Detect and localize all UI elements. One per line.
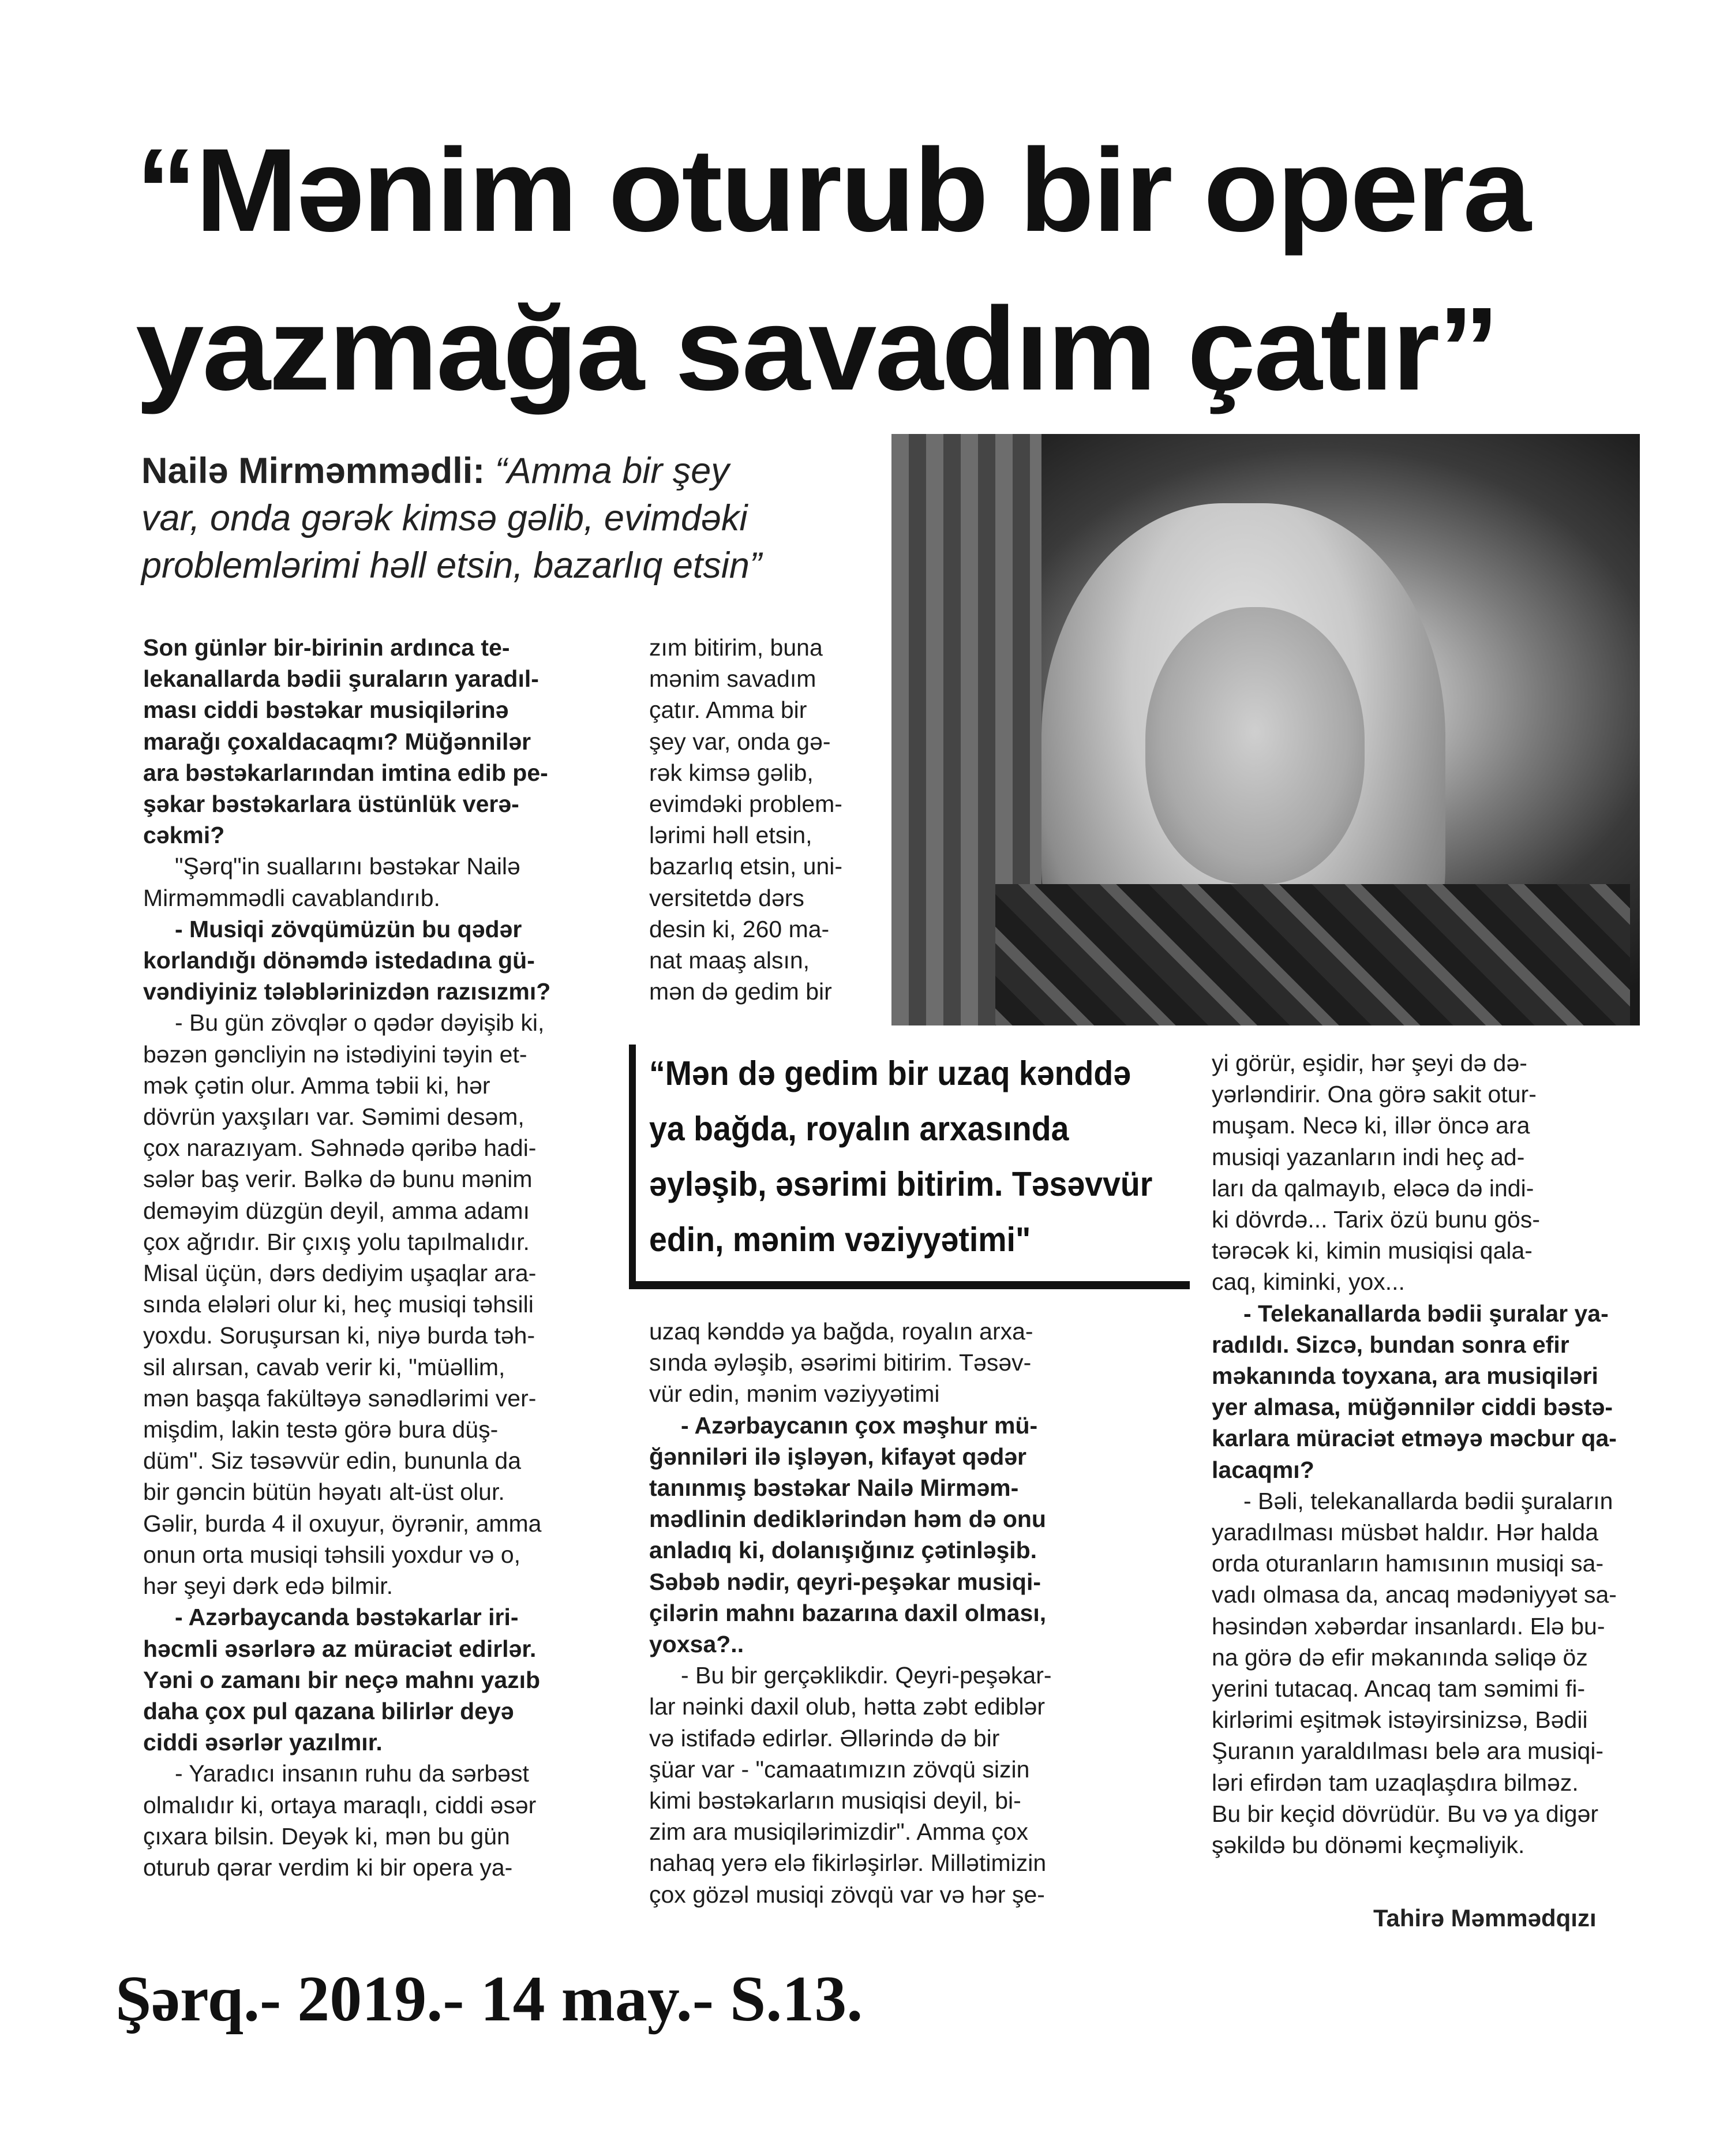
article-text-line: daha çox pul qazana bilirlər deyə	[143, 1697, 514, 1724]
article-text-line: zım bitirim, buna	[649, 634, 823, 661]
article-text-line: şey var, onda gə-	[649, 728, 831, 755]
article-text-line: karlara müraciət etməyə məcbur qa-	[1212, 1425, 1617, 1452]
article-text-line: kirlərimi eşitmək istəyirsinizsə, Bədii	[1212, 1706, 1588, 1734]
article-text-line: cəkmi?	[143, 822, 225, 849]
article-text-line: məkanında toyxana, ara musiqiləri	[1212, 1363, 1598, 1390]
article-text-line: Bu bir keçid dövrüdür. Bu və ya digər	[1212, 1800, 1599, 1827]
article-text-line: mən başqa fakültəyə sənədlərimi ver-	[143, 1384, 537, 1412]
article-text-line: Misal üçün, dərs dediyim uşaqlar ara-	[143, 1260, 537, 1287]
article-text-line: Son günlər bir-birinin ardınca te-	[143, 634, 510, 661]
pull-quote-line: ya bağda, royalın arxasında	[649, 1110, 1069, 1148]
article-text-line: bir gəncin bütün həyatı alt-üst olur.	[143, 1478, 505, 1506]
article-text-line: lacaqmı?	[1212, 1456, 1314, 1483]
article-text-line: şüar var - "camaatımızın zövqü sizin	[649, 1756, 1030, 1783]
article-text-line: yərləndirir. Ona görə sakit otur-	[1212, 1081, 1537, 1108]
article-text-line: ara bəstəkarlarından imtina edib pe-	[143, 759, 548, 786]
portrait-photo	[891, 434, 1640, 1025]
article-text-line: vəndiyiniz tələblərinizdən razısızmı?	[143, 978, 551, 1005]
article-column-2-bottom	[649, 1316, 1140, 1910]
article-text-line: na görə də efir məkanında səliqə öz	[1212, 1644, 1588, 1671]
article-text-line: radıldı. Sizcə, bundan sonra efir	[1212, 1331, 1569, 1358]
article-text-line: mədlinin dediklərindən həm də onu	[649, 1506, 1046, 1533]
article-text-line: həsindən xəbərdar insanlardı. Elə bu-	[1212, 1612, 1605, 1640]
article-text-line: mək çətin olur. Amma təbii ki, hər	[143, 1072, 490, 1099]
article-text-line: - Azərbaycanın çox məşhur mü-	[681, 1412, 1038, 1439]
article-text-line: marağı çoxaldacaqmı? Müğənnilər	[143, 728, 531, 755]
article-text-line: çilərin mahnı bazarına daxil olması,	[649, 1599, 1047, 1626]
article-text-line: ki dövrdə... Tarix özü bunu gös-	[1212, 1206, 1540, 1233]
article-text-line: Mirməmmədli cavablandırıb.	[143, 884, 440, 911]
subhead-name: Nailə Mirməmmədli:	[141, 451, 485, 491]
article-text-line: tərəcək ki, kimin musiqisi qala-	[1212, 1237, 1533, 1264]
pull-quote-line: əyləşib, əsərimi bitirim. Təsəvvür	[649, 1165, 1153, 1203]
headline-line-1: “Mənim oturub bir opera	[136, 124, 1530, 256]
author-byline: Tahirə Məmmədqızı	[1373, 1904, 1597, 1932]
subhead-quote-line: problemlərimi həll etsin, bazarlıq etsin”	[141, 545, 762, 586]
article-text-line: - Musiqi zövqümüzün bu qədər	[175, 915, 522, 942]
article-text-line: Yəni o zamanı bir neçə mahnı yazıb	[143, 1666, 541, 1693]
article-text-line: sil alırsan, cavab verir ki, "müəllim,	[143, 1353, 505, 1380]
article-text-line: - Bu bir gerçəklikdir. Qeyri-peşəkar-	[681, 1662, 1052, 1689]
article-text-line: sında elələri olur ki, heç musiqi təhsili	[143, 1291, 534, 1318]
article-text-line: çıxara bilsin. Deyək ki, mən bu gün	[143, 1822, 510, 1850]
pull-quote-text	[649, 1046, 1159, 1267]
article-text-line: - Azərbaycanda bəstəkarlar iri-	[175, 1604, 519, 1631]
article-text-line: çox narazıyam. Səhnədə qəribə hadi-	[143, 1135, 537, 1162]
photo-sweater	[995, 884, 1630, 1025]
article-text-line: ları da qalmayıb, eləcə də indi-	[1212, 1174, 1534, 1201]
photo-face	[1145, 607, 1365, 884]
article-text-line: ğənniləri ilə işləyən, kifayət qədər	[649, 1443, 1026, 1470]
article-text-line: Gəlir, burda 4 il oxuyur, öyrənir, amma	[143, 1510, 542, 1537]
article-text-line: oturub qərar verdim ki bir opera ya-	[143, 1854, 513, 1881]
article-text-line: yer almasa, müğənnilər ciddi bəstə-	[1212, 1394, 1613, 1421]
article-column-1	[143, 632, 622, 1883]
article-text-line: anladıq ki, dolanışığınız çətinləşib.	[649, 1537, 1037, 1564]
article-text-line: muşam. Necə ki, illər öncə ara	[1212, 1112, 1530, 1139]
article-text-line: dövrün yaxşıları var. Səmimi desəm,	[143, 1103, 524, 1131]
headline-line-2: yazmağa savadım çatır”	[136, 283, 1498, 415]
article-text-line: olmalıdır ki, ortaya maraqlı, ciddi əsər	[143, 1791, 537, 1818]
article-text-line: mən də gedim bir	[649, 978, 832, 1005]
pull-quote-line: “Mən də gedim bir uzaq kənddə	[649, 1054, 1131, 1092]
article-text-line: ması ciddi bəstəkar musiqilərinə	[143, 697, 509, 724]
article-text-line: nahaq yerə elə fikirləşirlər. Millətimizin	[649, 1850, 1047, 1877]
article-text-line: orda oturanların hamısının musiqi sa-	[1212, 1550, 1604, 1577]
article-text-line: hər şeyi dərk edə bilmir.	[143, 1573, 393, 1600]
article-column-2-top	[649, 632, 886, 1007]
article-text-line: düm". Siz təsəvvür edin, bununla da	[143, 1447, 521, 1474]
article-text-line: şəkildə bu dönəmi keçməliyik.	[1212, 1832, 1525, 1859]
article-text-line: çatır. Amma bir	[649, 697, 807, 724]
subhead-quote-line: var, onda gərək kimsə gəlib, evimdəki	[141, 498, 748, 538]
article-text-line: uzaq kənddə ya bağda, royalın arxa-	[649, 1318, 1033, 1345]
article-text-line: caq, kiminki, yox...	[1212, 1268, 1405, 1296]
article-text-line: çox gözəl musiqi zövqü var və hər şe-	[649, 1881, 1045, 1908]
article-text-line: kimi bəstəkarların musiqisi deyil, bi-	[649, 1787, 1021, 1814]
article-text-line: - Bəli, telekanallarda bədii şuraların	[1243, 1487, 1613, 1514]
article-text-line: vadı olmasa da, ancaq mədəniyyət sa-	[1212, 1581, 1617, 1608]
pull-quote-line: edin, mənim vəziyyətimi"	[649, 1221, 1031, 1259]
article-text-line: korlandığı dönəmdə istedadına gü-	[143, 947, 535, 974]
article-text-line: "Şərq"in suallarını bəstəkar Nailə	[175, 853, 520, 880]
article-text-line: sələr baş verir. Bəlkə də bunu mənim	[143, 1166, 533, 1193]
article-text-line: yaradılması müsbət haldır. Hər halda	[1212, 1519, 1598, 1546]
article-text-line: yoxdu. Soruşursan ki, niyə burda təh-	[143, 1322, 535, 1349]
article-text-line: yoxsa?..	[649, 1631, 744, 1658]
article-text-line: - Bu gün zövqlər o qədər dəyişib ki,	[175, 1009, 545, 1036]
article-text-line: tanınmış bəstəkar Nailə Mirməm-	[649, 1474, 1019, 1502]
article-text-line: həcmli əsərlərə az müraciət edirlər.	[143, 1635, 537, 1662]
article-text-line: ciddi əsərlər yazılmır.	[143, 1729, 383, 1756]
article-text-line: lərimi həll etsin,	[649, 822, 812, 849]
article-text-line: bazarlıq etsin, uni-	[649, 853, 843, 880]
article-text-line: mişdim, lakin testə görə bura düş-	[143, 1416, 499, 1443]
article-text-line: Səbəb nədir, qeyri-peşəkar musiqi-	[649, 1568, 1041, 1595]
article-text-line: çox ağrıdır. Bir çıxış yolu tapılmalıdır.	[143, 1228, 530, 1255]
article-column-3	[1212, 1047, 1627, 1861]
article-text-line: sında əyləşib, əsərimi bitirim. Təsəv-	[649, 1349, 1032, 1376]
article-text-line: bəzən gəncliyin nə istədiyini təyin et-	[143, 1040, 527, 1068]
article-text-line: rək kimsə gəlib,	[649, 759, 814, 786]
article-text-line: nat maaş alsın,	[649, 947, 810, 974]
article-text-line: zim ara musiqilərimizdir". Amma çox	[649, 1818, 1029, 1846]
article-text-line: - Yaradıcı insanın ruhu da sərbəst	[175, 1760, 529, 1787]
subhead-quote-line: “Amma bir şey	[494, 451, 729, 491]
article-text-line: mənim savadım	[649, 665, 816, 693]
article-text-line: şəkar bəstəkarlara üstünlük verə-	[143, 791, 519, 818]
article-text-line: Şuranın yaraldılması belə ara musiqi-	[1212, 1738, 1604, 1765]
article-text-line: desin ki, 260 ma-	[649, 915, 830, 942]
article-text-line: versitetdə dərs	[649, 884, 804, 911]
article-text-line: lar nəinki daxil olub, hətta zəbt ediblər	[649, 1693, 1046, 1720]
article-text-line: evimdəki problem-	[649, 791, 842, 818]
article-text-line: onun orta musiqi təhsili yoxdur və o,	[143, 1541, 521, 1568]
article-text-line: musiqi yazanların indi heç ad-	[1212, 1143, 1525, 1170]
article-text-line: vür edin, mənim vəziyyətimi	[649, 1380, 940, 1408]
article-text-line: yi görür, eşidir, hər şeyi də də-	[1212, 1050, 1527, 1076]
article-text-line: deməyim düzgün deyil, amma adamı	[143, 1197, 530, 1224]
article-text-line: və istifadə edirlər. Əllərində də bir	[649, 1724, 1000, 1751]
article-text-line: - Telekanallarda bədii şuralar ya-	[1243, 1300, 1609, 1327]
article-text-line: lekanallarda bədii şuraların yaradıl-	[143, 665, 539, 693]
article-text-line: yerini tutacaq. Ancaq tam səmimi fi-	[1212, 1675, 1586, 1702]
article-text-line: ləri efirdən tam uzaqlaşdıra bilməz.	[1212, 1769, 1579, 1796]
subheadline	[141, 447, 886, 589]
source-caption: Şərq.- 2019.- 14 may.- S.13.	[115, 1963, 863, 2035]
